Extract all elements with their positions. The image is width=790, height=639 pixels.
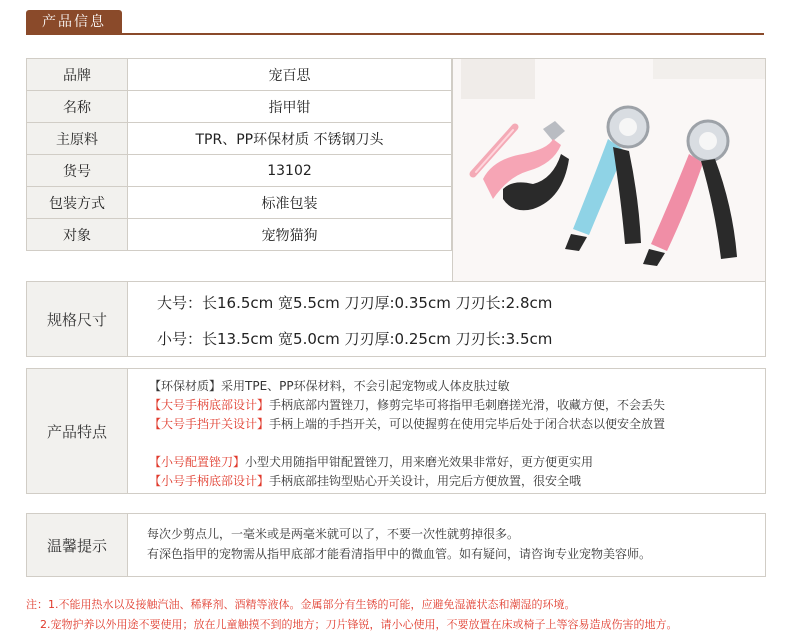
feature-text: 手柄底部内置锉刀，修剪完毕可将指甲毛刺磨搓光滑，收藏方便，不会丢失 — [269, 398, 666, 412]
feature-line — [149, 472, 665, 491]
row-value: TPR、PP环保材质 不锈钢刀头 — [128, 123, 452, 155]
spec-section — [26, 281, 766, 357]
table-row — [27, 59, 452, 91]
row-key: 包装方式 — [27, 187, 128, 219]
row-value: 13102 — [128, 155, 452, 187]
feature-text: 采用TPE、PP环保材料，不会引起宠物或人体皮肤过敏 — [221, 379, 510, 393]
table-row — [27, 123, 452, 155]
table-row — [27, 187, 452, 219]
feature-text: 手柄上端的手挡开关，可以使握剪在使用完毕后处于闭合状态以便安全放置 — [269, 417, 666, 431]
product-photo — [452, 58, 766, 282]
notes — [26, 595, 677, 635]
row-key: 货号 — [27, 155, 128, 187]
row-value: 宠物猫狗 — [128, 219, 452, 251]
row-value: 宠百思 — [128, 59, 452, 91]
feature-spacer — [149, 434, 665, 453]
features-list — [149, 377, 665, 491]
feature-tag: 【小号手柄底部设计】 — [149, 474, 270, 488]
row-value: 指甲钳 — [128, 91, 452, 123]
note-line: 注：1.不能用热水以及接触汽油、稀释剂、酒精等液体。金属部分有生锈的可能，应避免湿漉状态和潮湿的环境。 — [26, 598, 576, 611]
tips-list — [147, 524, 651, 564]
row-key: 主原料 — [27, 123, 128, 155]
spec-row-large: 大号：长16.5cm 宽5.5cm 刀刃厚:0.35cm 刀刃长:2.8cm — [157, 294, 553, 312]
feature-tag: 【大号手柄底部设计】 — [149, 398, 270, 412]
feature-tag: 【大号手挡开关设计】 — [149, 417, 270, 431]
tip-line: 每次少剪点儿，一毫米或是两毫米就可以了，不要一次性就剪掉很多。 — [147, 527, 520, 541]
title-divider — [26, 33, 764, 35]
feature-text: 手柄底部挂钩型贴心开关设计，用完后方便放置，很安全哦 — [269, 474, 582, 488]
feature-text: 小型犬用随指甲钳配置锉刀，用来磨光效果非常好，更方便更实用 — [245, 455, 594, 469]
feature-line — [149, 396, 665, 415]
feature-line — [149, 453, 665, 472]
row-value: 标准包装 — [128, 187, 452, 219]
tip-line: 有深色指甲的宠物需从指甲底部才能看清指甲中的微血管。如有疑问，请咨询专业宠物美容师。 — [147, 547, 652, 561]
row-key: 品牌 — [27, 59, 128, 91]
row-key: 对象 — [27, 219, 128, 251]
row-key: 名称 — [27, 91, 128, 123]
note-line: 2.宠物护养以外用途不要使用；放在儿童触摸不到的地方；刀片锋锐，请小心使用，不要放置在床或椅子上等容易造成伤害的地方。 — [26, 618, 678, 631]
feature-line — [149, 377, 665, 396]
table-row — [27, 155, 452, 187]
features-label: 产品特点 — [27, 369, 128, 493]
section-title: 产品信息 — [26, 10, 122, 34]
table-row — [27, 91, 452, 123]
features-section — [26, 368, 766, 494]
feature-tag: 【环保材质】 — [149, 379, 222, 393]
tips-label: 温馨提示 — [27, 514, 128, 576]
feature-tag: 【小号配置锉刀】 — [149, 455, 246, 469]
table-row — [27, 219, 452, 251]
tips-section — [26, 513, 766, 577]
info-table — [26, 58, 452, 251]
spec-label: 规格尺寸 — [27, 282, 128, 356]
spec-row-small: 小号：长13.5cm 宽5.0cm 刀刃厚:0.25cm 刀刃长:3.5cm — [157, 330, 553, 348]
nail-clipper-product-photo — [453, 59, 765, 281]
feature-line — [149, 415, 665, 434]
